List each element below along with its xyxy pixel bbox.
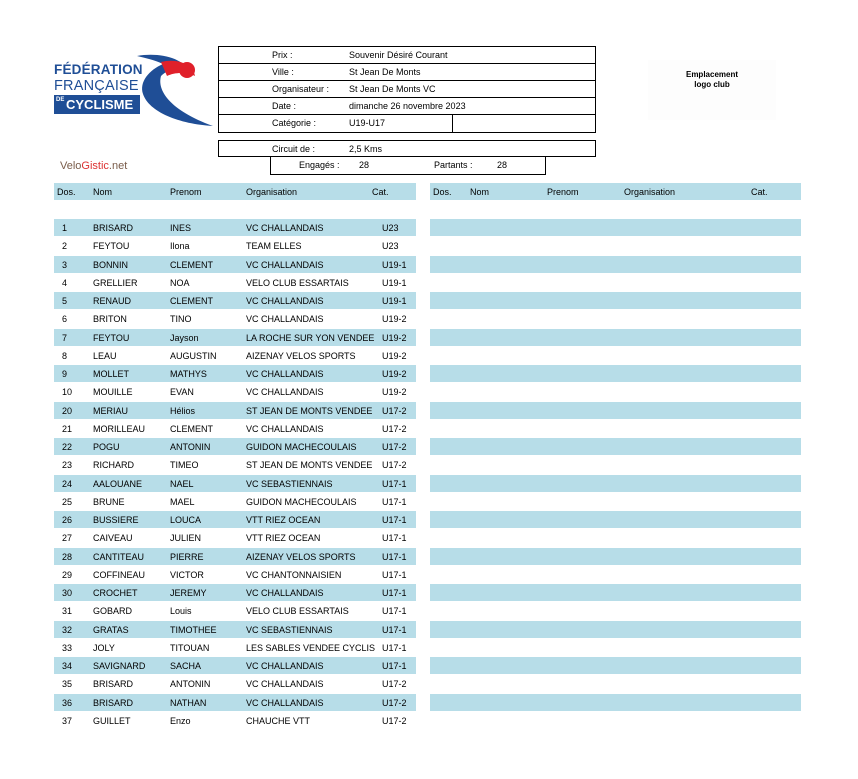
circuit-box xyxy=(218,140,596,157)
header-cat: Cat. xyxy=(372,187,389,197)
cell-organisation: VC CHALLANDAIS xyxy=(246,260,324,270)
velogistic-brand xyxy=(60,160,127,172)
cell-dos: 2 xyxy=(62,241,68,251)
cell-dos: 27 xyxy=(62,533,73,543)
table-row xyxy=(54,657,416,674)
table-row xyxy=(54,256,416,273)
table-row xyxy=(54,329,416,346)
header-dos-right: Dos. xyxy=(433,187,452,197)
header-nom: Nom xyxy=(93,187,113,197)
cell-nom: LEAU xyxy=(93,351,117,361)
cell-cat: U17-2 xyxy=(382,460,407,470)
engages-value: 28 xyxy=(359,160,370,170)
cell-dos: 21 xyxy=(62,424,73,434)
cell-prenom: INES xyxy=(170,223,192,233)
cell-cat: U17-2 xyxy=(382,698,407,708)
header-organisation-right: Organisation xyxy=(624,187,676,197)
cell-organisation: GUIDON MACHECOULAIS xyxy=(246,497,357,507)
header-nom-right: Nom xyxy=(470,187,490,197)
cell-dos: 34 xyxy=(62,661,73,671)
cell-prenom: TITOUAN xyxy=(170,643,210,653)
cell-prenom: CLEMENT xyxy=(170,260,214,270)
cell-dos: 22 xyxy=(62,442,73,452)
cell-organisation: GUIDON MACHECOULAIS xyxy=(246,442,357,452)
cell-nom: BRISARD xyxy=(93,698,134,708)
table-row xyxy=(54,621,416,638)
cell-prenom: LOUCA xyxy=(170,515,202,525)
empty-table-row xyxy=(430,475,801,492)
partants-value: 28 xyxy=(497,160,508,170)
cell-dos: 32 xyxy=(62,625,73,635)
cell-organisation: VC CHALLANDAIS xyxy=(246,424,324,434)
cell-cat: U17-2 xyxy=(382,406,407,416)
cell-nom: BRISARD xyxy=(93,223,134,233)
info-row-ville xyxy=(219,64,595,81)
table-row xyxy=(54,602,416,619)
cell-nom: CAIVEAU xyxy=(93,533,133,543)
cell-cat: U19-1 xyxy=(382,260,407,270)
cell-prenom: JEREMY xyxy=(170,588,207,598)
table-row xyxy=(54,347,416,364)
velogistic-part2: Gistic xyxy=(81,160,109,172)
cell-cat: U17-1 xyxy=(382,497,407,507)
logo-line2: FRANÇAISE xyxy=(54,78,139,94)
cell-organisation: VC SEBASTIENNAIS xyxy=(246,479,333,489)
cell-organisation: VC CHALLANDAIS xyxy=(246,223,324,233)
cell-nom: CROCHET xyxy=(93,588,138,598)
cell-prenom: Jayson xyxy=(170,333,199,343)
cell-nom: RENAUD xyxy=(93,296,132,306)
cell-dos: 23 xyxy=(62,460,73,470)
header-organisation: Organisation xyxy=(246,187,298,197)
cell-cat: U17-1 xyxy=(382,570,407,580)
cell-organisation: VC CHALLANDAIS xyxy=(246,296,324,306)
engages-box xyxy=(270,157,546,175)
cell-nom: AALOUANE xyxy=(93,479,143,489)
logo-line3-prefix: DE xyxy=(56,97,65,103)
organisateur-value: St Jean De Monts VC xyxy=(349,84,436,94)
table-row xyxy=(54,402,416,419)
empty-table-row xyxy=(430,256,801,273)
cell-dos: 37 xyxy=(62,716,73,726)
table-row xyxy=(54,639,416,656)
cell-dos: 29 xyxy=(62,570,73,580)
velogistic-part3: .net xyxy=(108,160,128,172)
empty-table-row xyxy=(430,438,801,455)
cell-dos: 9 xyxy=(62,369,68,379)
cell-cat: U17-1 xyxy=(382,661,407,671)
cell-prenom: ANTONIN xyxy=(170,679,211,689)
table-row xyxy=(54,529,416,546)
table-row xyxy=(54,675,416,692)
cell-dos: 26 xyxy=(62,515,73,525)
cell-organisation: VELO CLUB ESSARTAIS xyxy=(246,606,349,616)
prix-value: Souvenir Désiré Courant xyxy=(349,50,448,60)
table-row xyxy=(54,511,416,528)
cell-prenom: MATHYS xyxy=(170,369,207,379)
table-row xyxy=(54,456,416,473)
cell-dos: 33 xyxy=(62,643,73,653)
cell-cat: U17-2 xyxy=(382,442,407,452)
cell-prenom: TIMEO xyxy=(170,460,199,470)
empty-table-row xyxy=(430,621,801,638)
cell-cat: U19-2 xyxy=(382,333,407,343)
table-row xyxy=(54,475,416,492)
table-row xyxy=(54,310,416,327)
logo-club-line2: logo club xyxy=(694,80,730,89)
cell-prenom: Louis xyxy=(170,606,192,616)
cell-cat: U17-1 xyxy=(382,552,407,562)
cell-cat: U19-1 xyxy=(382,296,407,306)
cell-organisation: LES SABLES VENDEE CYCLIS xyxy=(246,643,376,653)
header-prenom-right: Prenom xyxy=(547,187,579,197)
cell-dos: 4 xyxy=(62,278,68,288)
info-row-organisateur xyxy=(219,81,595,98)
cell-cat: U17-1 xyxy=(382,533,407,543)
cell-organisation: VC CHANTONNAISIEN xyxy=(246,570,342,580)
categorie-divider xyxy=(452,115,453,132)
cell-nom: MERIAU xyxy=(93,406,129,416)
table-row xyxy=(54,365,416,382)
cell-prenom: MAEL xyxy=(170,497,195,507)
cell-nom: FEYTOU xyxy=(93,333,130,343)
empty-table-row xyxy=(430,694,801,711)
logo-club-line1: Emplacement xyxy=(685,70,739,79)
cell-organisation: AIZENAY VELOS SPORTS xyxy=(246,552,356,562)
empty-table-row xyxy=(430,584,801,601)
cell-prenom: Ilona xyxy=(170,241,190,251)
cell-organisation: VTT RIEZ OCEAN xyxy=(246,515,321,525)
circuit-label: Circuit de : xyxy=(272,144,316,154)
cell-organisation: VC SEBASTIENNAIS xyxy=(246,625,333,635)
cell-organisation: VELO CLUB ESSARTAIS xyxy=(246,278,349,288)
velogistic-part1: Velo xyxy=(60,160,82,172)
cell-prenom: Hélios xyxy=(170,406,196,416)
cell-organisation: LA ROCHE SUR YON VENDEE xyxy=(246,333,375,343)
info-row-prix xyxy=(219,47,595,64)
cell-dos: 36 xyxy=(62,698,73,708)
left-table-header xyxy=(54,183,416,200)
cell-cat: U23 xyxy=(382,223,399,233)
cell-nom: POGU xyxy=(93,442,120,452)
cell-cat: U17-2 xyxy=(382,424,407,434)
right-table-header xyxy=(430,183,801,200)
cell-cat: U17-1 xyxy=(382,643,407,653)
cell-organisation: VC CHALLANDAIS xyxy=(246,387,324,397)
cyclist-swoosh-icon xyxy=(129,50,219,130)
cell-nom: SAVIGNARD xyxy=(93,661,146,671)
cell-dos: 30 xyxy=(62,588,73,598)
cell-dos: 5 xyxy=(62,296,68,306)
cell-organisation: TEAM ELLES xyxy=(246,241,302,251)
cell-prenom: EVAN xyxy=(170,387,194,397)
table-row xyxy=(54,383,416,400)
ville-value: St Jean De Monts xyxy=(349,67,421,77)
cell-prenom: CLEMENT xyxy=(170,424,214,434)
cell-cat: U19-2 xyxy=(382,369,407,379)
cell-organisation: ST JEAN DE MONTS VENDEE xyxy=(246,406,373,416)
cell-nom: BRUNE xyxy=(93,497,125,507)
ffc-logo xyxy=(54,50,219,130)
cell-cat: U19-2 xyxy=(382,314,407,324)
empty-table-row xyxy=(430,292,801,309)
date-value: dimanche 26 novembre 2023 xyxy=(349,101,466,111)
cell-nom: MOLLET xyxy=(93,369,130,379)
cell-cat: U23 xyxy=(382,241,399,251)
categorie-value: U19-U17 xyxy=(349,118,386,128)
cell-prenom: NATHAN xyxy=(170,698,207,708)
circuit-value: 2,5 Kms xyxy=(349,144,383,154)
cell-dos: 6 xyxy=(62,314,68,324)
cell-dos: 28 xyxy=(62,552,73,562)
cell-prenom: SACHA xyxy=(170,661,202,671)
cell-organisation: AIZENAY VELOS SPORTS xyxy=(246,351,356,361)
cell-cat: U17-2 xyxy=(382,716,407,726)
cell-cat: U17-2 xyxy=(382,679,407,689)
categorie-label: Catégorie : xyxy=(272,118,317,128)
info-row-categorie xyxy=(219,115,595,132)
date-label: Date : xyxy=(272,101,297,111)
cell-dos: 7 xyxy=(62,333,68,343)
cell-nom: GUILLET xyxy=(93,716,131,726)
cell-prenom: TINO xyxy=(170,314,192,324)
empty-table-row xyxy=(430,657,801,674)
cell-cat: U19-1 xyxy=(382,278,407,288)
cell-organisation: VC CHALLANDAIS xyxy=(246,369,324,379)
cell-prenom: Enzo xyxy=(170,716,191,726)
table-row xyxy=(54,438,416,455)
cell-dos: 25 xyxy=(62,497,73,507)
empty-table-row xyxy=(430,402,801,419)
cell-dos: 10 xyxy=(62,387,73,397)
cell-nom: BUSSIERE xyxy=(93,515,139,525)
table-row xyxy=(54,219,416,236)
cell-prenom: TIMOTHEE xyxy=(170,625,217,635)
table-row xyxy=(54,584,416,601)
cell-prenom: JULIEN xyxy=(170,533,202,543)
cell-prenom: CLEMENT xyxy=(170,296,214,306)
cell-organisation: VC CHALLANDAIS xyxy=(246,698,324,708)
table-row xyxy=(54,712,416,729)
engages-label: Engagés : xyxy=(299,160,340,170)
cell-organisation: VC CHALLANDAIS xyxy=(246,588,324,598)
table-row xyxy=(54,274,416,291)
cell-dos: 1 xyxy=(62,223,68,233)
cell-nom: BRISARD xyxy=(93,679,134,689)
cell-nom: GRATAS xyxy=(93,625,129,635)
cell-nom: MOUILLE xyxy=(93,387,133,397)
cell-dos: 24 xyxy=(62,479,73,489)
header-dos: Dos. xyxy=(57,187,76,197)
prix-label: Prix : xyxy=(272,50,293,60)
cell-prenom: ANTONIN xyxy=(170,442,211,452)
empty-table-row xyxy=(430,511,801,528)
table-row xyxy=(54,566,416,583)
cell-organisation: VTT RIEZ OCEAN xyxy=(246,533,321,543)
table-row xyxy=(54,420,416,437)
table-row xyxy=(54,694,416,711)
logo-banner xyxy=(54,95,140,114)
cell-dos: 35 xyxy=(62,679,73,689)
cell-cat: U17-1 xyxy=(382,606,407,616)
table-row xyxy=(54,292,416,309)
cell-dos: 31 xyxy=(62,606,73,616)
info-row-date xyxy=(219,98,595,115)
cell-prenom: NAEL xyxy=(170,479,194,489)
empty-table-row xyxy=(430,548,801,565)
cell-cat: U17-1 xyxy=(382,625,407,635)
cell-prenom: VICTOR xyxy=(170,570,204,580)
logo-line3: CYCLISME xyxy=(66,97,134,112)
cell-prenom: PIERRE xyxy=(170,552,204,562)
partants-label: Partants : xyxy=(434,160,473,170)
cell-dos: 8 xyxy=(62,351,68,361)
ville-label: Ville : xyxy=(272,67,294,77)
cell-nom: CANTITEAU xyxy=(93,552,145,562)
cell-cat: U17-1 xyxy=(382,588,407,598)
cell-nom: MORILLEAU xyxy=(93,424,146,434)
cell-organisation: ST JEAN DE MONTS VENDEE xyxy=(246,460,373,470)
cell-dos: 3 xyxy=(62,260,68,270)
cell-nom: RICHARD xyxy=(93,460,135,470)
empty-table-row xyxy=(430,365,801,382)
table-row xyxy=(54,493,416,510)
cell-nom: GRELLIER xyxy=(93,278,138,288)
cell-prenom: NOA xyxy=(170,278,190,288)
cell-nom: COFFINEAU xyxy=(93,570,146,580)
cell-prenom: AUGUSTIN xyxy=(170,351,217,361)
header-cat-right: Cat. xyxy=(751,187,768,197)
cell-nom: BRITON xyxy=(93,314,127,324)
cell-cat: U17-1 xyxy=(382,479,407,489)
organisateur-label: Organisateur : xyxy=(272,84,330,94)
logo-line1: FÉDÉRATION xyxy=(54,62,143,77)
cell-organisation: VC CHALLANDAIS xyxy=(246,314,324,324)
header-prenom: Prenom xyxy=(170,187,202,197)
cell-organisation: VC CHALLANDAIS xyxy=(246,661,324,671)
cell-cat: U19-2 xyxy=(382,351,407,361)
table-row xyxy=(54,548,416,565)
cell-organisation: CHAUCHE VTT xyxy=(246,716,311,726)
logo-club-placeholder xyxy=(648,60,776,120)
cell-nom: BONNIN xyxy=(93,260,129,270)
table-row xyxy=(54,237,416,254)
cell-nom: JOLY xyxy=(93,643,115,653)
empty-table-row xyxy=(430,219,801,236)
event-info-box xyxy=(218,46,596,133)
cell-dos: 20 xyxy=(62,406,73,416)
cell-cat: U19-2 xyxy=(382,387,407,397)
cell-nom: GOBARD xyxy=(93,606,133,616)
cell-organisation: VC CHALLANDAIS xyxy=(246,679,324,689)
cell-nom: FEYTOU xyxy=(93,241,130,251)
cell-cat: U17-1 xyxy=(382,515,407,525)
empty-table-row xyxy=(430,329,801,346)
